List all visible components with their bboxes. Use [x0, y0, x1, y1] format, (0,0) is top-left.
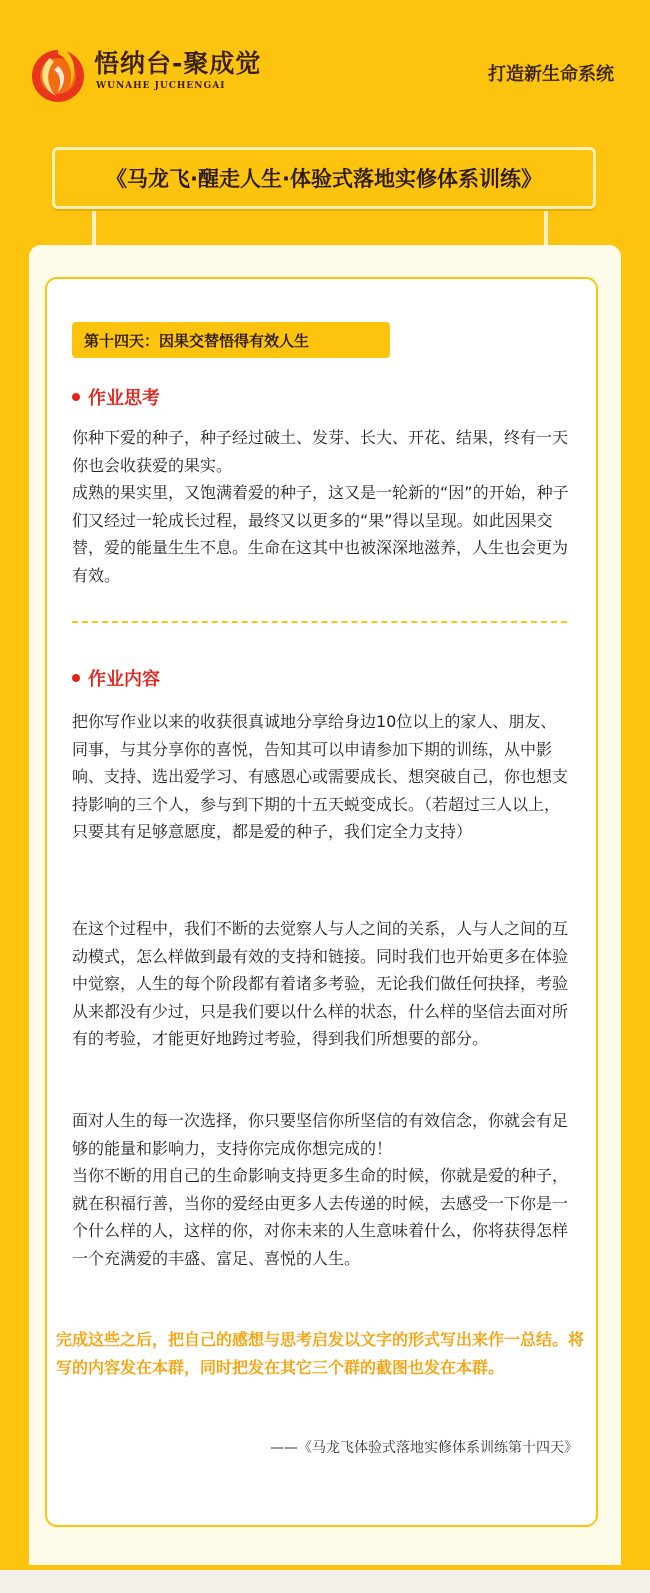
signature: ——《马龙飞体验式落地实修体系训练第十四天》: [270, 1440, 578, 1456]
logo-english-name: WUNAHE JUCHENGAI: [96, 81, 226, 91]
paragraph: 在这个过程中，我们不断的去觉察人与人之间的关系，人与人之间的互动模式，怎么样做到最有效的支持和链接。同时我们也开始更多在体验中觉察，人生的每个阶段都有着诸多考验，无论我们做任何抉择，考验从来都没有少过，只是我们要以什么样的状态，什么样的坚信去面对所有的考验，才能更好地跨过考验，得到我们所想要的部分。: [72, 919, 569, 1048]
paragraph: 成熟的果实里，又饱满着爱的种子，这又是一轮新的“因”的开始，种子们又经过一轮成长过程，最终又以更多的“果”得以呈现。如此因果交替，爱的能量生生不息。生命在这其中也被深深地滋养，人生也会更为有效。: [72, 483, 569, 585]
paragraph: 当你不断的用自己的生命影响支持更多生命的时候，你就是爱的种子，就在积福行善，当你的爱经由更多人去传递的时候，去感受一下你是一个什么样的人，这样的你，对你未来的人生意味着什么，你将获得怎样一个充满爱的丰盛、富足、喜悦的人生。: [72, 1166, 569, 1268]
bullet-dot-icon: [72, 393, 80, 401]
banner-pillar-right: [544, 205, 548, 250]
title-banner: [52, 147, 596, 209]
dashed-divider: [72, 621, 567, 623]
page-title: 《马龙飞·醒走人生·体验式落地实修体系训练》: [106, 167, 542, 191]
logo-chinese-name: 悟纳台-聚成觉: [94, 49, 262, 78]
section-heading-text: 作业思考: [88, 388, 160, 409]
section-heading-homework-thinking: [72, 384, 160, 410]
highlight-instruction: 完成这些之后，把自己的感想与思考启发以文字的形式写出来作一总结。将写的内容发在本群，同时把发在其它三个群的截图也发在本群。: [56, 1330, 585, 1377]
banner-pillar-left: [92, 205, 96, 250]
paragraph: 面对人生的每一次选择，你只要坚信你所坚信的有效信念，你就会有足够的能量和影响力，支持你完成你想完成的！: [72, 1111, 569, 1158]
day-title: 第十四天：因果交替悟得有效人生: [84, 332, 310, 350]
paragraph: 你种下爱的种子，种子经过破土、发芽、长大、开花、结果，终有一天你也会收获爱的果实。: [72, 428, 569, 475]
section-heading-text: 作业内容: [88, 669, 160, 690]
section-heading-homework-content: [72, 665, 160, 691]
brand-logo: [28, 38, 268, 108]
bullet-dot-icon: [72, 674, 80, 682]
day-tag: [72, 322, 390, 358]
phoenix-logo-icon: [28, 38, 90, 104]
page-header: [0, 0, 650, 145]
footer-strip: [0, 1570, 650, 1593]
paragraph: 把你写作业以来的收获很真诚地分享给身边10位以上的家人、朋友、同事，与其分享你的喜悦，告知其可以申请参加下期的训练，从中影响、支持、选出爱学习、有感恩心或需要成长、想突破自己，你也想支持影响的三个人，参与到下期的十五天蜕变成长。（若超过三人以上，只要其有足够意愿度，都是爱的种子，我们定全力支持）: [72, 712, 569, 841]
header-slogan: 打造新生命系统: [488, 64, 614, 85]
